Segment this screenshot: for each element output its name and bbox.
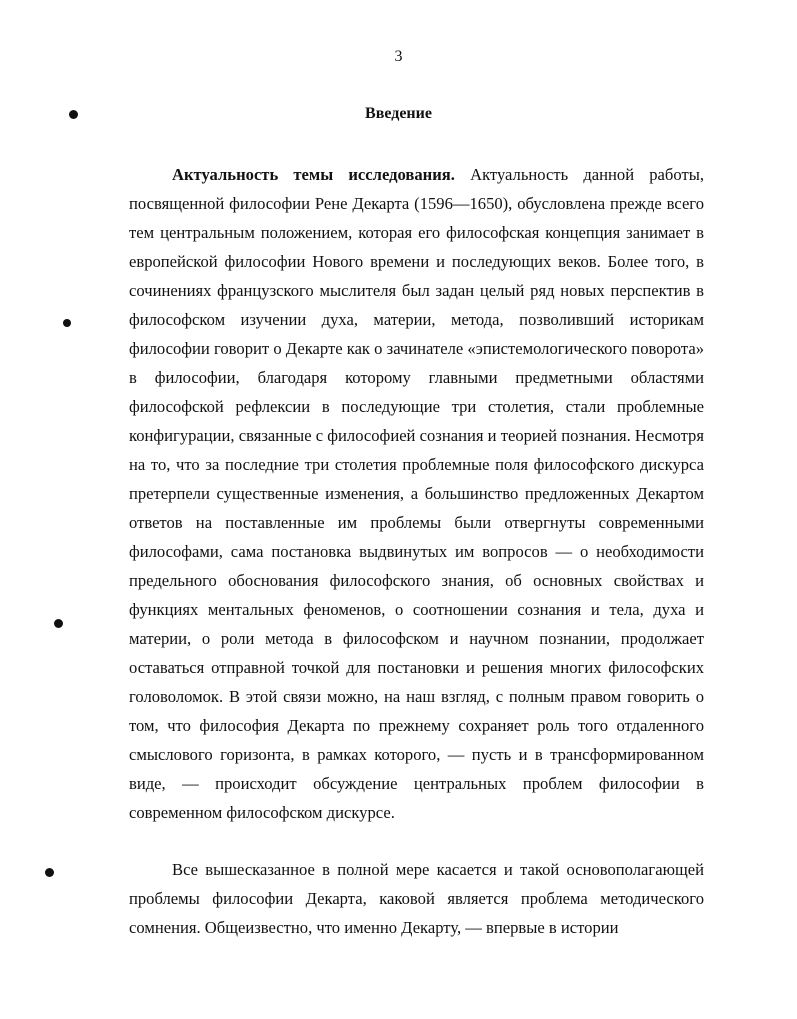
scan-mark xyxy=(69,110,78,119)
scan-mark xyxy=(54,619,63,628)
body-paragraph-2 xyxy=(129,855,704,942)
section-heading: Введение xyxy=(365,105,432,122)
scan-mark xyxy=(45,868,54,877)
paragraph-text: Все вышесказанное в полной мере касается и такой основополагающей проблемы философии Декарта, каковой является проблема методического сомнения. Общеизвестно, что именно Декарту, — впервые в истории xyxy=(129,860,704,937)
scan-mark xyxy=(63,319,71,327)
page-number: 3 xyxy=(394,48,403,65)
paragraph-lead: Актуальность темы исследования. xyxy=(172,165,455,184)
body-paragraph-1 xyxy=(129,160,704,827)
paragraph-text: Актуальность данной работы, посвященной философии Рене Декарта (1596—1650), обусловлена прежде всего тем центральным положением, которая его философская концепция занимает в европейской философии Нового времени и последующих веков. Более того, в сочинениях французского мыслителя был задан целый ряд новых перспектив в философском изучении духа, материи, метода, позволивший историкам философии говорит о Декарте как о зачинателе «эпистемологического поворота» в философии, благодаря которому главными предметными областями философской рефлексии в последующие три столетия, стали проблемные конфигурации, связанные с философией сознания и теорией познания. Несмотря на то, что за последние три столетия проблемные поля философского дискурса претерпели существенные изменения, а большинство предложенных Декартом ответов на поставленные им проблемы были отвергнуты современными философами, сама постановка выдвинутых им вопросов — о необходимости предельного обоснования философского знания, об основных свойствах и функциях ментальных феноменов, о соотношении сознания и тела, духа и материи, о роли метода в философском и научном познании, продолжает оставаться отправной точкой для постановки и решения многих философских головоломок. В этой связи можно, на наш взгляд, с полным правом говорить о том, что философия Декарта по прежнему сохраняет роль того отдаленного смыслового горизонта, в рамках которого, — пусть и в трансформированном виде, — происходит обсуждение центральных проблем философии в современном философском дискурсе. xyxy=(129,165,704,822)
